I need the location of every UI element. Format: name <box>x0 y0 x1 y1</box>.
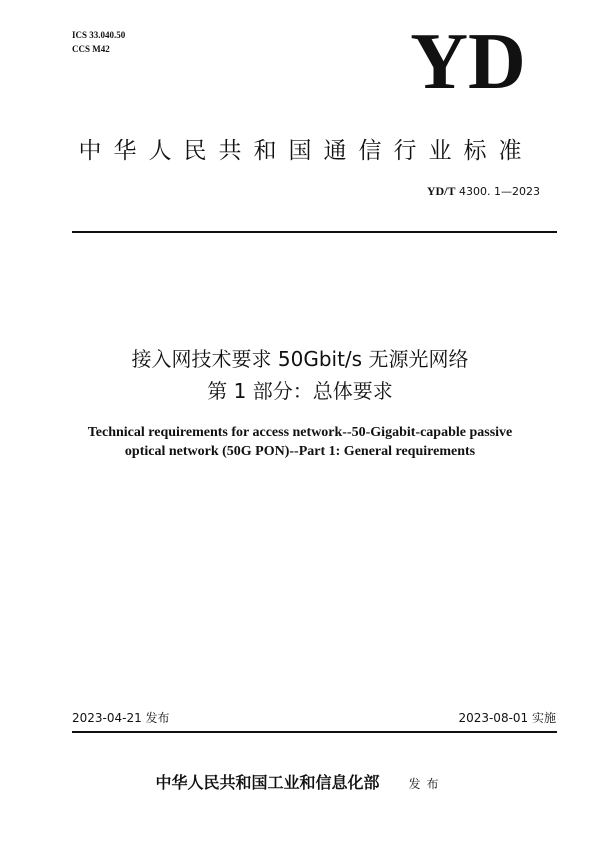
ccs-code: CCS M42 <box>72 44 110 54</box>
issuer-line <box>0 770 600 793</box>
standard-number-code: YD/T <box>426 184 456 198</box>
standard-number <box>427 184 540 199</box>
footer-divider <box>72 731 557 733</box>
logo-text: YD <box>410 22 526 102</box>
ics-code: ICS 33.040.50 <box>72 30 126 40</box>
header-divider <box>72 231 557 233</box>
yd-logo <box>408 22 528 102</box>
issue-action: 发布 <box>408 777 445 791</box>
chinese-title-line-1: 接入网技术要求 50Gbit/s 无源光网络 <box>131 347 469 371</box>
chinese-title-line-2: 第 1 部分：总体要求 <box>207 379 393 403</box>
classification-codes <box>72 28 125 56</box>
issuing-organization: 中华人民共和国工业和信息化部 <box>155 773 380 792</box>
implementation-date: 2023-08-01 实施 <box>458 711 556 725</box>
standard-category-title: 中华人民共和国通信行业标准 <box>78 138 534 164</box>
english-title-line-2: optical network (50G PON)--Part 1: General requirements <box>124 444 476 459</box>
english-title-line-1: Technical requirements for access network--50-Gigabit-capable passive <box>87 425 513 440</box>
issue-date: 2023-04-21 发布 <box>72 711 170 725</box>
standard-number-value: 4300. 1—2023 <box>459 185 540 198</box>
